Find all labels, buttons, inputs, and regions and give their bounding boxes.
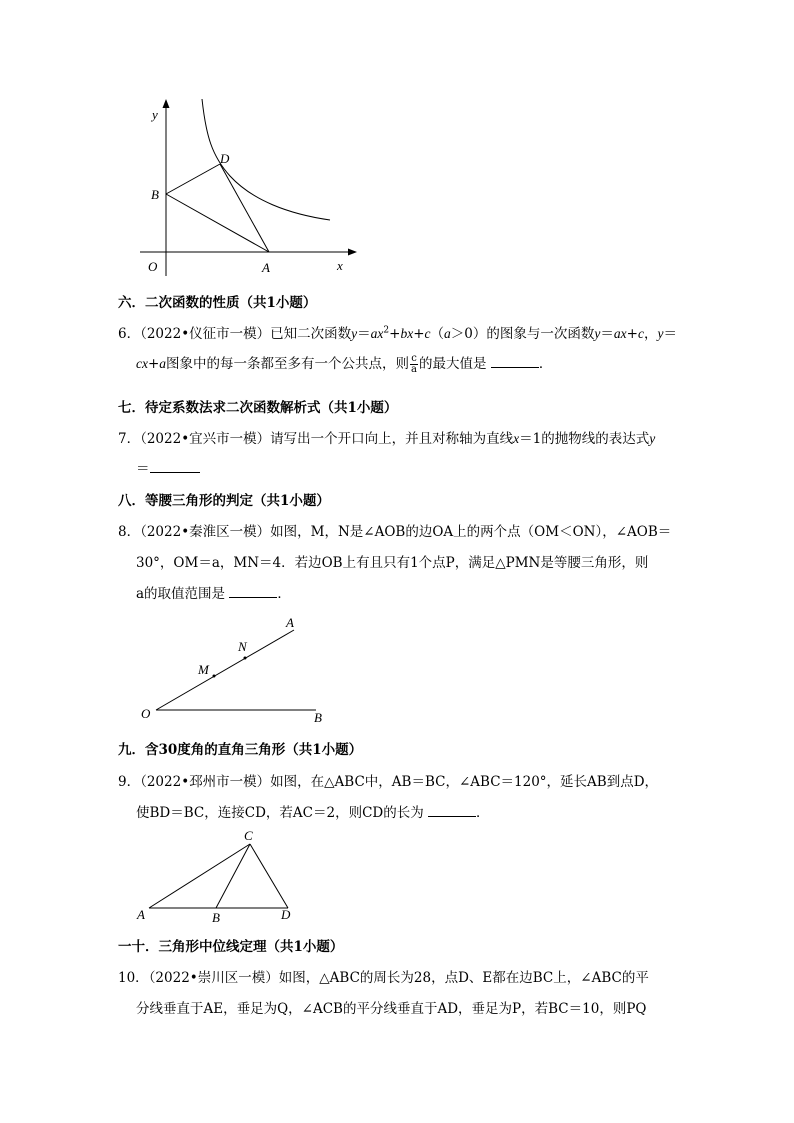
question-9-source: （2022•邳州市一模） [140, 774, 271, 790]
section-heading-7: 七．待定系数法求二次函数解析式（共1小题） [118, 400, 398, 416]
question-9-line-2: 使BD＝BC，连接CD，若AC＝2，则CD的长为 ． [136, 805, 490, 821]
question-6-source: （2022•仪征市一模） [140, 326, 271, 342]
label-M: M [198, 662, 209, 677]
figure-triangle-abc [134, 826, 304, 926]
point-N [244, 657, 247, 660]
question-8-number: 8． [118, 524, 141, 540]
question-6-line-2: cx+a图象中的每一条都至多有一个公共点，则 $\frac{c}{a}$ 的最大值是 ． [136, 353, 553, 375]
answer-blank-7[interactable] [150, 471, 200, 473]
label-y: y [152, 107, 158, 122]
question-8-line-2: 30°，OM＝a，MN＝4．若边OB上有且只有1个点P，满足△PMN是等腰三角形，则 [136, 555, 649, 571]
segment-BD [166, 164, 220, 194]
segment-BA [166, 194, 269, 252]
question-7-line-2: ＝ [136, 457, 200, 477]
section-heading-6: 六．二次函数的性质（共1小题） [118, 295, 317, 311]
question-9-line-1: 9．（2022•邳州市一模）如图，在△ABC中，AB＝BC，∠ABC＝120°，延长AB到点D， [118, 774, 659, 790]
section-heading-9: 九．含30度角的直角三角形（共1小题） [118, 742, 363, 758]
section-heading-8: 八．等腰三角形的判定（共1小题） [118, 493, 330, 509]
question-6-number: 6． [118, 326, 141, 342]
question-6-line-1: 6．（2022•仪征市一模）已知二次函数$y=ax^2+bx+c(a>0)$的图象与一次函数y＝ax+c，y＝ [118, 325, 677, 342]
question-10-line-2: 分线垂直于AE，垂足为Q，∠ACB的平分线垂直于AD，垂足为P，若BC＝10，则PQ [136, 1001, 647, 1017]
x-axis-arrow-icon [348, 249, 357, 256]
label-D: D [220, 151, 230, 166]
question-10-source: （2022•崇川区一模） [148, 970, 279, 986]
segment-CD [250, 844, 288, 908]
label-A: A [137, 907, 145, 922]
label-O: O [141, 706, 151, 721]
segment-BC [216, 844, 250, 908]
question-7-line-1: 7．（2022•宜兴市一模）请写出一个开口向上，并且对称轴为直线x＝1的抛物线的表达式y [118, 431, 656, 447]
question-10-number: 10． [118, 970, 149, 986]
label-B: B [212, 910, 220, 925]
label-x: x [337, 258, 343, 273]
label-B: B [151, 187, 159, 202]
label-C: C [244, 828, 253, 843]
segment-DA [220, 164, 269, 252]
label-B: B [314, 710, 322, 724]
ray-OA [156, 630, 294, 710]
section-heading-10: 一十．三角形中位线定理（共1小题） [118, 939, 344, 955]
fraction-c-over-a: $\frac{c}{a}$ [411, 353, 418, 375]
answer-blank-8[interactable] [229, 596, 277, 598]
question-9-number: 9． [118, 774, 141, 790]
label-N: N [238, 639, 247, 654]
label-O: O [148, 259, 158, 274]
question-7-number: 7． [118, 431, 141, 447]
question-10-line-1: 10．（2022•崇川区一模）如图，△ABC的周长为28，点D、E都在边BC上，∠ABC的平 [118, 970, 649, 986]
question-8-line-1: 8．（2022•秦淮区一模）如图，M，N是∠AOB的边OA上的两个点（OM＜ON），∠AOB＝ [118, 524, 672, 540]
point-M [213, 675, 216, 678]
segment-AC [149, 844, 250, 908]
figure-hyperbola-triangle [140, 96, 370, 282]
answer-blank-9[interactable] [428, 815, 476, 817]
label-A: A [286, 615, 294, 630]
answer-blank-6[interactable] [491, 366, 539, 368]
question-7-source: （2022•宜兴市一模） [140, 431, 271, 447]
y-axis-arrow-icon [163, 99, 170, 108]
question-8-source: （2022•秦淮区一模） [140, 524, 271, 540]
question-8-line-3: a的取值范围是 ． [136, 586, 291, 602]
label-D: D [281, 907, 291, 922]
figure-angle-aob [136, 612, 336, 724]
label-A: A [262, 260, 270, 275]
